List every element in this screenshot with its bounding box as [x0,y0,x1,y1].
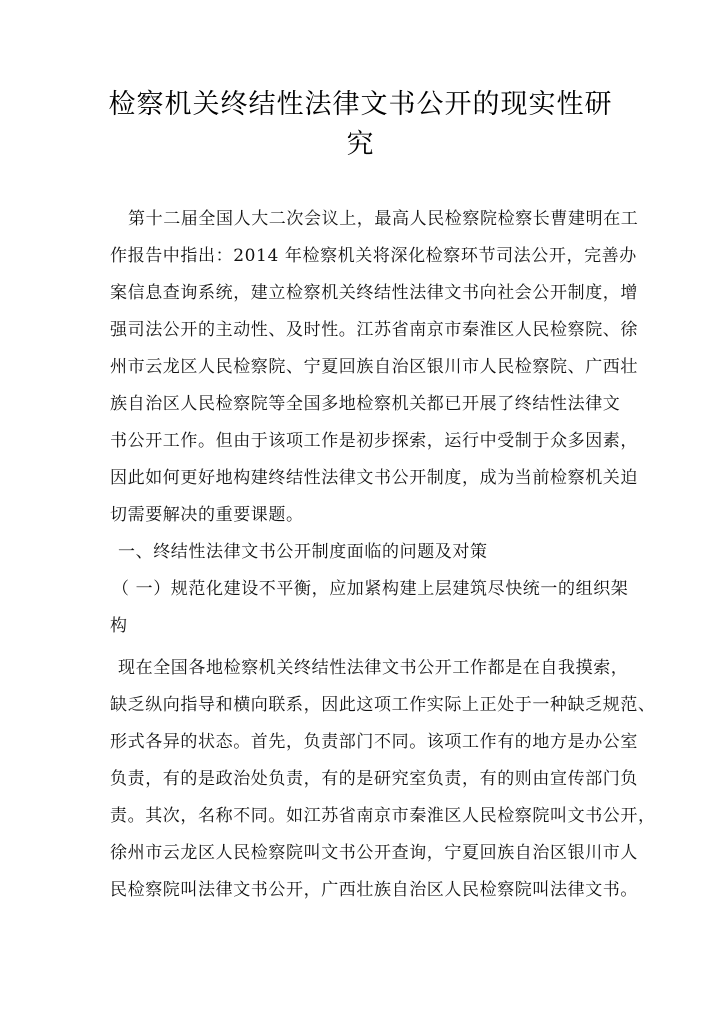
paragraph-1-line-6: 族自治区人民检察院等全国多地检察机关都已开展了终结性法律文 [110,394,621,414]
paragraph-1-line-3: 案信息查询系统，建立检察机关终结性法律文书向社会公开制度，增 [110,283,638,303]
paragraph-1-line-1: 第十二届全国人大二次会议上，最高人民检察院检察长曹建明在工 [128,209,639,229]
paragraph-1-line-4: 强司法公开的主动性、及时性。江苏省南京市秦淮区人民检察院、徐 [110,320,638,340]
document-title-line-2: 究 [346,129,375,160]
paragraph-1-line-8: 因此如何更好地构建终结性法律文书公开制度，成为当前检察机关迫 [110,468,638,488]
subsection-heading-1-line-1: （ 一）规范化建设不平衡，应加紧构建上层建筑尽快统一的组织架 [112,579,629,599]
paragraph-2-line-3: 形式各异的状态。首先，负责部门不同。该项工作有的地方是办公室 [110,732,638,752]
paragraph-2-line-6: 徐州市云龙区人民检察院叫文书公开查询，宁夏回族自治区银川市人 [110,843,638,863]
section-heading-1: 一、终结性法律文书公开制度面临的问题及对策 [118,542,488,562]
paragraph-2-line-7: 民检察院叫法律文书公开，广西壮族自治区人民检察院叫法律文书。 [110,880,638,900]
paragraph-1-line-9: 切需要解决的重要课题。 [110,505,304,525]
paragraph-2-line-2: 缺乏纵向指导和横向联系，因此这项工作实际上正处于一种缺乏规范、 [110,695,656,715]
paragraph-1-line-5: 州市云龙区人民检察院、宁夏回族自治区银川市人民检察院、广西壮 [110,357,638,377]
paragraph-2-line-1: 现在全国各地检察机关终结性法律文书公开工作都是在自我摸索， [118,658,629,678]
paragraph-2-line-5: 责。其次，名称不同。如江苏省南京市秦淮区人民检察院叫文书公开， [110,806,656,826]
paragraph-1-line-2: 作报告中指出：2014 年检察机关将深化检察环节司法公开，完善办 [110,246,637,266]
document-title-line-1: 检察机关终结性法律文书公开的现实性研 [108,89,613,120]
paragraph-2-line-4: 负责，有的是政治处负责，有的是研究室负责，有的则由宣传部门负 [110,769,638,789]
paragraph-1-line-7: 书公开工作。但由于该项工作是初步探索，运行中受制于众多因素， [110,431,638,451]
subsection-heading-1-line-2: 构 [110,616,128,636]
